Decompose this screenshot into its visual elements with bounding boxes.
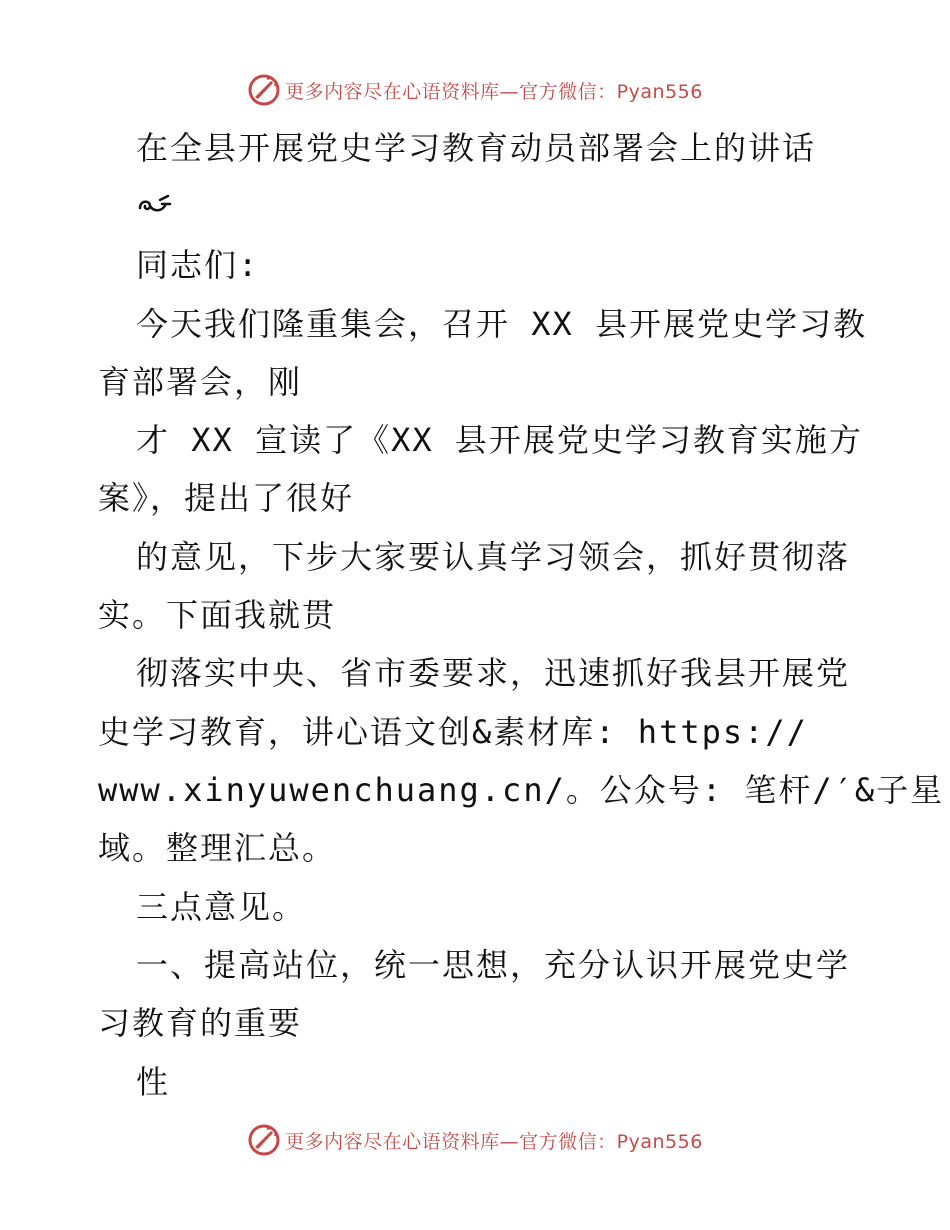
fleuron-ornament-icon: [136, 190, 172, 218]
quill-logo-icon: [247, 1123, 281, 1157]
body-line: 今天我们隆重集会，召开 XX 县开展党史学习教: [136, 305, 868, 343]
section-heading-cont: 性: [136, 1063, 171, 1101]
quill-logo-icon: [247, 73, 281, 107]
body-line: 彻落实中央、省市委要求，迅速抓好我县开展党: [136, 654, 851, 692]
footer-watermark-text: 更多内容尽在心语资料库—官方微信：Pyan556: [285, 1130, 703, 1153]
header-watermark-banner: [0, 70, 950, 110]
section-heading-cont: 习教育的重要: [98, 1004, 303, 1042]
body-line: 育部署会，刚: [98, 363, 303, 401]
body-line: www.xinyuwenchuang.cn/。公众号: 笔杆/′&子星: [98, 771, 945, 809]
body-line: 实。下面我就贯: [98, 596, 337, 634]
footer-watermark-banner: [0, 1120, 950, 1160]
section-heading: 一、提高站位，统一思想，充分认识开展党史学: [136, 946, 851, 984]
salutation: 同志们:: [136, 246, 260, 284]
header-watermark-text: 更多内容尽在心语资料库—官方微信：Pyan556: [285, 80, 703, 103]
body-line: 三点意见。: [136, 888, 307, 926]
document-title: 在全县开展党史学习教育动员部署会上的讲话: [136, 129, 817, 167]
body-line: 史学习教育，讲心语文创&素材库: https://: [98, 713, 808, 751]
body-line: 的意见，下步大家要认真学习领会，抓好贯彻落: [136, 538, 851, 576]
body-line: 才 XX 宣读了《XX 县开展党史学习教育实施方: [136, 421, 863, 459]
body-line: 案》，提出了很好: [98, 479, 355, 517]
body-line: 域。整理汇总。: [98, 829, 337, 867]
